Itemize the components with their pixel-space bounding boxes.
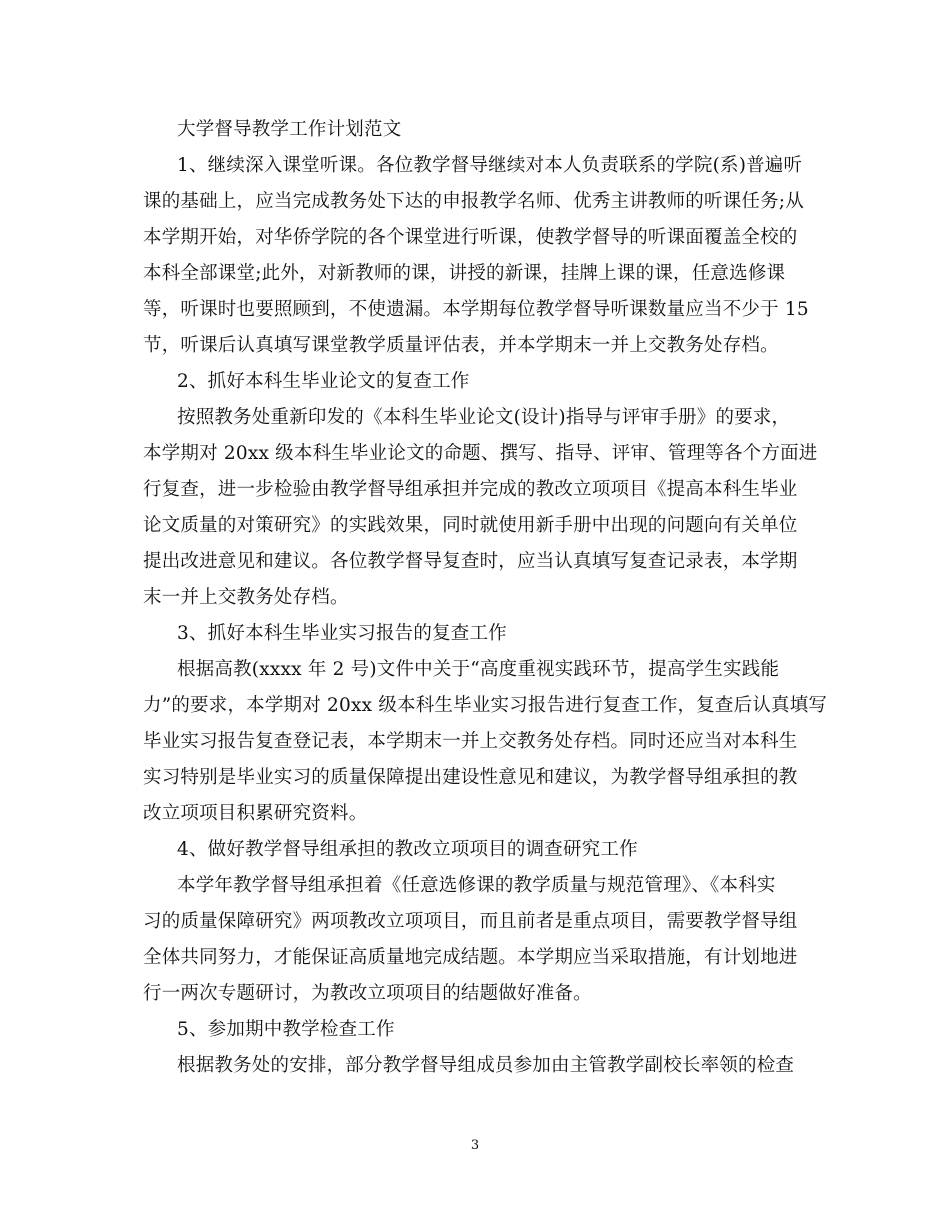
paragraph-line: 提出改进意见和建议。各位教学督导复查时，应当认真填写复查记录表，本学期 [143, 551, 798, 572]
paragraph-line: 改立项项目积累研究资料。 [143, 803, 368, 824]
section-heading: 3、抓好本科生毕业实习报告的复查工作 [177, 623, 507, 644]
paragraph-line: 本学年教学督导组承担着《任意选修课的教学质量与规范管理》、《本科实 [177, 875, 776, 896]
section-heading: 2、抓好本科生毕业论文的复查工作 [177, 371, 470, 392]
paragraph-line: 行复查，进一步检验由教学督导组承担并完成的教改立项项目《提高本科生毕业 [143, 479, 798, 500]
paragraph-line: 1、继续深入课堂听课。各位教学督导继续对本人负责联系的学院(系)普遍听 [177, 155, 803, 176]
paragraph-line: 本科全部课堂;此外，对新教师的课，讲授的新课，挂牌上课的课，任意选修课 [143, 263, 786, 284]
paragraph-line: 节，听课后认真填写课堂教学质量评估表，并本学期末一并上交教务处存档。 [143, 335, 779, 356]
paragraph-line: 习的质量保障研究》两项教改立项项目，而且前者是重点项目，需要教学督导组 [143, 911, 798, 932]
paragraph-line: 根据教务处的安排，部分教学督导组成员参加由主管教学副校长率领的检查 [177, 1055, 795, 1076]
paragraph-line: 本学期开始，对华侨学院的各个课堂进行听课，使教学督导的听课面覆盖全校的 [143, 227, 798, 248]
paragraph-line: 末一并上交教务处存档。 [143, 587, 349, 608]
section-heading: 5、参加期中教学检查工作 [177, 1019, 395, 1040]
paragraph-line: 课的基础上，应当完成教务处下达的申报教学名师、优秀主讲教师的听课任务;从 [143, 191, 804, 212]
paragraph-line: 等，听课时也要照顾到，不使遗漏。本学期每位教学督导听课数量应当不少于 15 [143, 299, 809, 320]
paragraph-line: 全体共同努力，才能保证高质量地完成结题。本学期应当采取措施，有计划地进 [143, 947, 798, 968]
paragraph-line: 毕业实习报告复查登记表，本学期末一并上交教务处存档。同时还应当对本科生 [143, 731, 798, 752]
paragraph-line: 论文质量的对策研究》的实践效果，同时就使用新手册中出现的问题向有关单位 [143, 515, 798, 536]
paragraph-line: 实习特别是毕业实习的质量保障提出建设性意见和建议，为教学督导组承担的教 [143, 767, 798, 788]
paragraph-line: 根据高教(xxxx 年 2 号)文件中关于“高度重视实践环节，提高学生实践能 [177, 659, 780, 680]
document-title: 大学督导教学工作计划范文 [177, 119, 402, 140]
paragraph-line: 行一两次专题研讨，为教改立项项目的结题做好准备。 [143, 983, 592, 1004]
paragraph-line: 本学期对 20xx 级本科生毕业论文的命题、撰写、指导、评审、管理等各个方面进 [143, 443, 818, 464]
document-body [143, 112, 828, 1084]
page-number: 3 [470, 1138, 480, 1153]
paragraph-line: 力”的要求，本学期对 20xx 级本科生毕业实习报告进行复查工作，复查后认真填写 [143, 695, 828, 716]
section-heading: 4、做好教学督导组承担的教改立项项目的调查研究工作 [177, 839, 638, 860]
paragraph-line: 按照教务处重新印发的《本科生毕业论文(设计)指导与评审手册》的要求， [177, 407, 791, 428]
